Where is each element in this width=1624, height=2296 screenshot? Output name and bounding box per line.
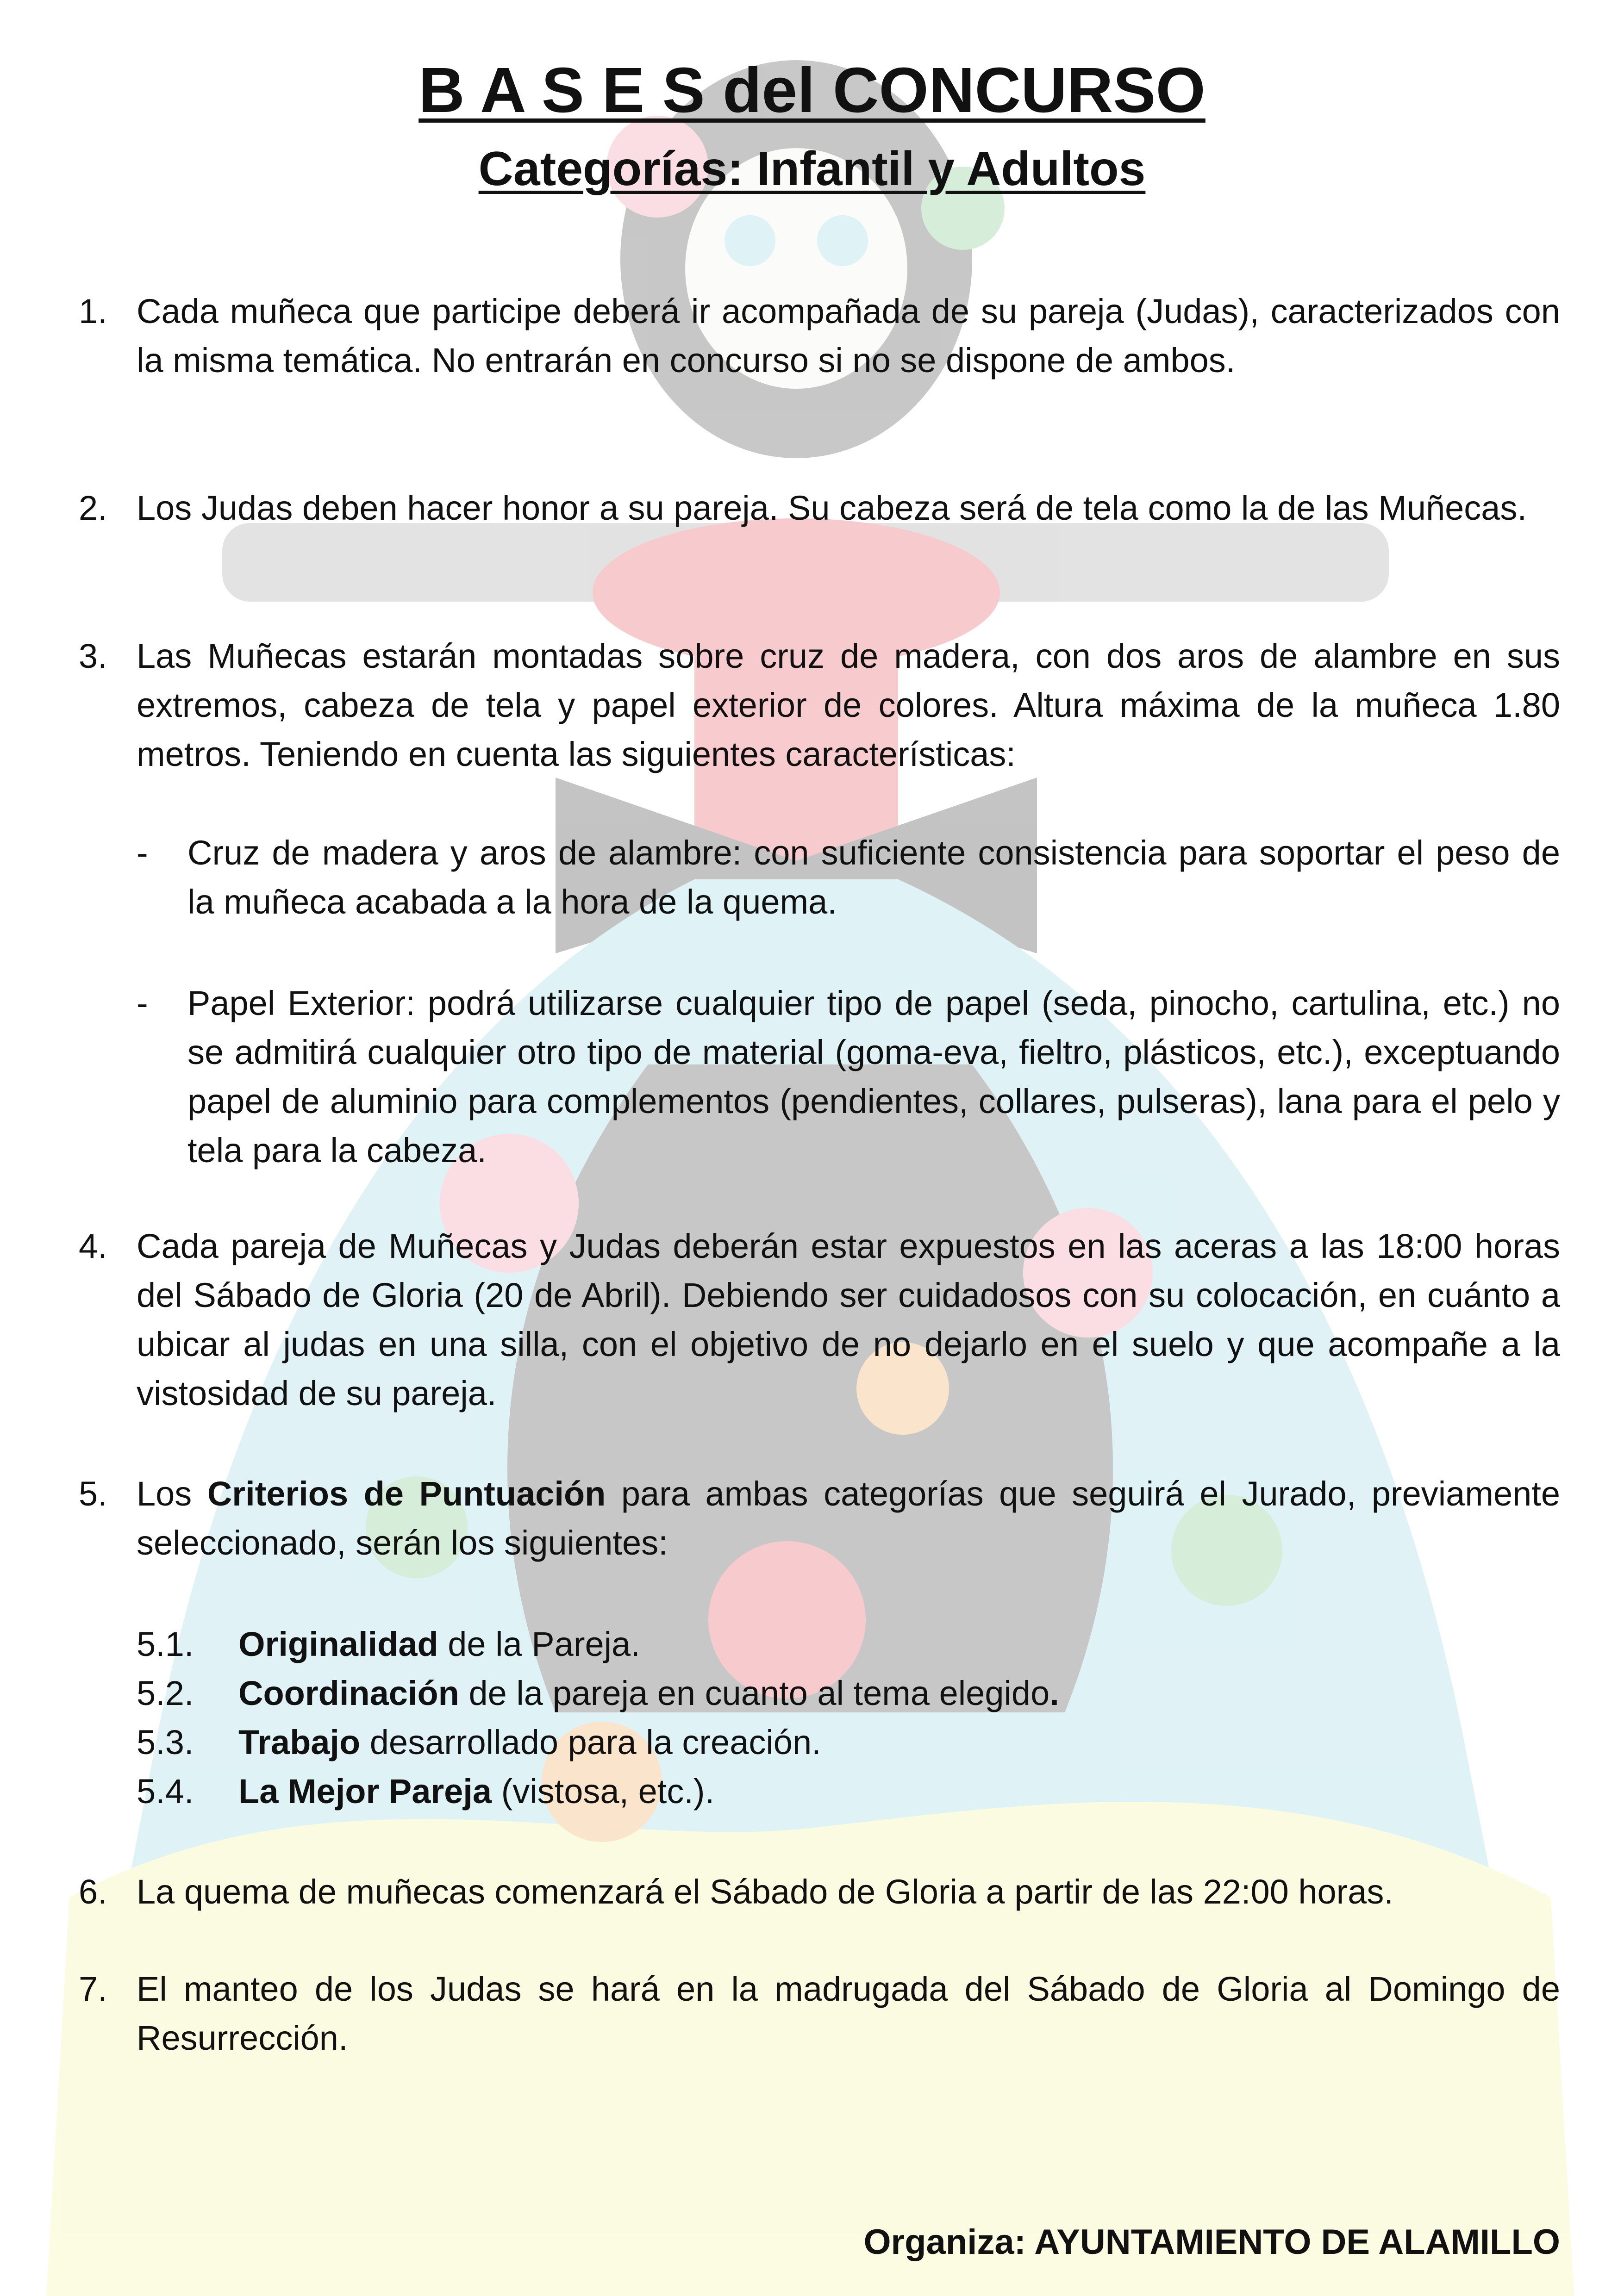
criteria-bold: Trabajo [238, 1723, 361, 1761]
rule-number: 5. [79, 1475, 107, 1513]
criteria-number: 5.2. [137, 1674, 194, 1712]
rule-text: Las Muñecas estarán montadas sobre cruz de madera, con dos aros de alambre en sus extremos, cabeza de tela y papel exterior de colores. Altura máxima de la muñeca 1.80 metros. Teniendo en cuenta las siguientes características: [137, 637, 1560, 773]
feature-text: Cruz de madera y aros de alambre: con suficiente consistencia para soportar el peso de la muñeca acabada a la hora de la quema. [187, 834, 1560, 921]
rule-text: El manteo de los Judas se hará en la madrugada del Sábado de Gloria al Domingo de Resurrección. [137, 1970, 1560, 2057]
rule-text: Cada pareja de Muñecas y Judas deberán estar expuestos en las aceras a las 18:00 horas del Sábado de Gloria (20 de Abril). Debiendo ser cuidadosos con su colocación, en cuánto a ubicar al judas en una silla, con el objetivo de no dejarlo en el suelo y que acompañe a la vistosidad de su pareja. [137, 1227, 1560, 1412]
criteria-rest: (vistosa, etc.). [492, 1772, 715, 1811]
rule-text [137, 1469, 1560, 1568]
rule-number: 7. [79, 1970, 107, 2008]
criteria-rest: de la Pareja. [438, 1625, 640, 1663]
rule-text: La quema de muñecas comenzará el Sábado de Gloria a partir de las 22:00 horas. [137, 1873, 1393, 1911]
page-title: B A S E S del CONCURSO [418, 55, 1206, 126]
criteria-number: 5.3. [137, 1723, 194, 1761]
rule-text-bold: Criterios de Puntuación [207, 1475, 606, 1513]
feature-text: Papel Exterior: podrá utilizarse cualquier tipo de papel (seda, pinocho, cartulina, etc.) no se admitirá cualquier otro tipo de material (goma-eva, fieltro, plásticos, etc.), exceptuando papel de aluminio para complementos (pendientes, collares, pulseras), lana para el pelo y tela para la cabeza. [187, 984, 1560, 1170]
rule-text: Los Judas deben hacer honor a su pareja. Su cabeza será de tela como la de las Muñecas. [137, 489, 1527, 527]
rule-number: 4. [79, 1227, 107, 1265]
rule-number: 3. [79, 637, 107, 675]
rule-number: 1. [79, 292, 107, 330]
criteria-rest: desarrollado para la creación. [360, 1723, 821, 1761]
rule-number: 2. [79, 489, 107, 527]
criteria-bold: Originalidad [238, 1625, 438, 1663]
criteria-end-bold: . [1049, 1674, 1059, 1712]
rule-text-pre: Los [137, 1475, 207, 1513]
page-subtitle: Categorías: Infantil y Adultos [478, 142, 1146, 196]
organizer-footer: Organiza: AYUNTAMIENTO DE ALAMILLO [863, 2222, 1560, 2262]
criteria-bold: La Mejor Pareja [238, 1772, 492, 1811]
dash-bullet: - [137, 834, 148, 872]
criteria-bold: Coordinación [238, 1674, 459, 1712]
criteria-number: 5.4. [137, 1772, 194, 1811]
rule-number: 6. [79, 1873, 107, 1911]
rule-text-post: para ambas categorías que seguirá el Jurado, previamente seleccionado, serán los siguientes: [137, 1475, 1560, 1562]
rule-text: Cada muñeca que participe deberá ir acompañada de su pareja (Judas), caracterizados con la misma temática. No entrarán en concurso si no se dispone de ambos. [137, 292, 1560, 380]
criteria-rest: de la pareja en cuanto al tema elegido [459, 1674, 1050, 1712]
dash-bullet: - [137, 984, 148, 1022]
criteria-number: 5.1. [137, 1625, 194, 1663]
